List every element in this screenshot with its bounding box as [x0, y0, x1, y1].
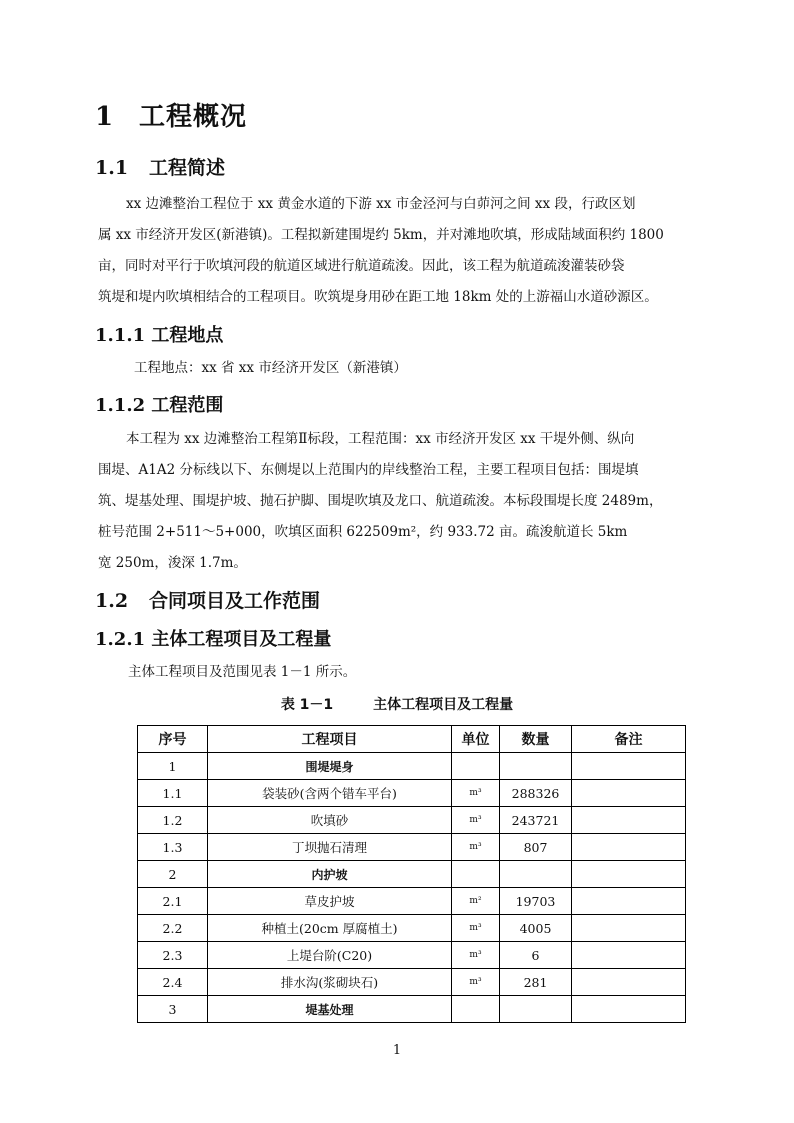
cell-qty: 281 — [500, 969, 572, 996]
section-heading-1-1 — [95, 153, 225, 180]
scope-paragraph — [98, 424, 718, 579]
paragraph-line: 宽 250m，浚深 1.7m。 — [98, 555, 247, 571]
cell-no: 1.1 — [138, 780, 208, 807]
cell-qty: 288326 — [500, 780, 572, 807]
table-caption-label: 表 1－1 — [280, 697, 334, 713]
cell-no: 2.1 — [138, 888, 208, 915]
header-qty: 数量 — [500, 726, 572, 753]
cell-no: 2 — [138, 861, 208, 888]
section-heading-1-1-2: 1.1.2 工程范围 — [95, 395, 224, 416]
paragraph-line: 筑堤和堤内吹填相结合的工程项目。吹筑堤身用砂在距工地 18km 处的上游福山水道砂源区。 — [98, 289, 658, 305]
cell-note — [572, 996, 686, 1023]
chapter-title: 工程概况 — [139, 102, 248, 132]
table-row — [138, 807, 686, 834]
section-title: 合同项目及工作范围 — [149, 590, 321, 612]
cell-qty: 243721 — [500, 807, 572, 834]
table-row — [138, 969, 686, 996]
cell-unit — [452, 861, 500, 888]
cell-item: 丁坝抛石清理 — [208, 834, 452, 861]
cell-unit: m³ — [452, 942, 500, 969]
cell-item: 堤基处理 — [208, 996, 452, 1023]
section-title: 工程简述 — [149, 157, 226, 179]
location-text: 工程地点：xx 省 xx 市经济开发区（新港镇） — [134, 360, 407, 376]
cell-no: 2.4 — [138, 969, 208, 996]
cell-note — [572, 807, 686, 834]
cell-unit: m³ — [452, 915, 500, 942]
cell-qty — [500, 861, 572, 888]
table-row — [138, 888, 686, 915]
section-number: 1.2 — [95, 590, 129, 612]
paragraph-line: 围堤、A1A2 分标线以下、东侧堤以上范围内的岸线整治工程，主要工程项目包括：围堤填 — [98, 462, 639, 478]
cell-item: 草皮护坡 — [208, 888, 452, 915]
section-heading-1-1-1: 1.1.1 工程地点 — [95, 325, 224, 346]
paragraph-line: 桩号范围 2+511～5+000，吹填区面积 622509m²，约 933.72 亩。疏浚航道长 5km — [98, 524, 628, 540]
cell-unit: m² — [452, 888, 500, 915]
cell-note — [572, 861, 686, 888]
paragraph-line: xx 边滩整治工程位于 xx 黄金水道的下游 xx 市金泾河与白茆河之间 xx 段，行政区划 — [126, 196, 636, 212]
cell-note — [572, 780, 686, 807]
cell-no: 1.3 — [138, 834, 208, 861]
cell-no: 2.3 — [138, 942, 208, 969]
cell-no: 1.2 — [138, 807, 208, 834]
paragraph-line: 本工程为 xx 边滩整治工程第Ⅱ标段，工程范围：xx 市经济开发区 xx 干堤外侧、纵向 — [126, 431, 635, 447]
table-row — [138, 996, 686, 1023]
cell-item: 上堤台阶(C20) — [208, 942, 452, 969]
cell-unit: m³ — [452, 807, 500, 834]
table-row — [138, 915, 686, 942]
table-caption — [0, 694, 794, 714]
cell-item: 围堤堤身 — [208, 753, 452, 780]
cell-unit — [452, 996, 500, 1023]
cell-no: 2.2 — [138, 915, 208, 942]
table-reference-text: 主体工程项目及范围见表 1－1 所示。 — [128, 664, 357, 680]
chapter-number: 1 — [95, 102, 115, 132]
quantities-table — [137, 725, 686, 1023]
cell-note — [572, 969, 686, 996]
page-number: 1 — [392, 1043, 402, 1058]
cell-qty — [500, 996, 572, 1023]
header-note: 备注 — [572, 726, 686, 753]
cell-note — [572, 915, 686, 942]
header-unit: 单位 — [452, 726, 500, 753]
cell-note — [572, 753, 686, 780]
paragraph-line: 属 xx 市经济开发区(新港镇)。工程拟新建围堤约 5km，并对滩地吹填，形成陆域面积约 1800 — [98, 227, 664, 243]
table-header-row — [138, 726, 686, 753]
cell-qty: 807 — [500, 834, 572, 861]
cell-qty: 6 — [500, 942, 572, 969]
cell-item: 袋装砂(含两个错车平台) — [208, 780, 452, 807]
cell-note — [572, 942, 686, 969]
cell-no: 1 — [138, 753, 208, 780]
cell-item: 排水沟(浆砌块石) — [208, 969, 452, 996]
cell-item: 吹填砂 — [208, 807, 452, 834]
cell-unit: m³ — [452, 780, 500, 807]
paragraph-line: 亩，同时对平行于吹填河段的航道区域进行航道疏浚。因此，该工程为航道疏浚灌装砂袋 — [98, 258, 625, 274]
section-number: 1.1 — [95, 157, 129, 179]
cell-note — [572, 888, 686, 915]
table-row — [138, 753, 686, 780]
header-no: 序号 — [138, 726, 208, 753]
table-row — [138, 861, 686, 888]
cell-unit: m³ — [452, 834, 500, 861]
cell-item: 种植土(20cm 厚腐植土) — [208, 915, 452, 942]
paragraph-line: 筑、堤基处理、围堤护坡、抛石护脚、围堤吹填及龙口、航道疏浚。本标段围堤长度 2489m， — [98, 493, 663, 509]
table-caption-title: 主体工程项目及工程量 — [373, 697, 514, 713]
cell-qty — [500, 753, 572, 780]
cell-note — [572, 834, 686, 861]
section-heading-1-2 — [95, 586, 320, 613]
table-row — [138, 942, 686, 969]
chapter-heading — [95, 96, 247, 133]
section-heading-1-2-1: 1.2.1 主体工程项目及工程量 — [95, 629, 332, 650]
cell-qty: 19703 — [500, 888, 572, 915]
table-row — [138, 834, 686, 861]
cell-item: 内护坡 — [208, 861, 452, 888]
cell-unit: m³ — [452, 969, 500, 996]
cell-unit — [452, 753, 500, 780]
cell-no: 3 — [138, 996, 208, 1023]
header-item: 工程项目 — [208, 726, 452, 753]
intro-paragraph — [98, 189, 718, 313]
cell-qty: 4005 — [500, 915, 572, 942]
table-row — [138, 780, 686, 807]
